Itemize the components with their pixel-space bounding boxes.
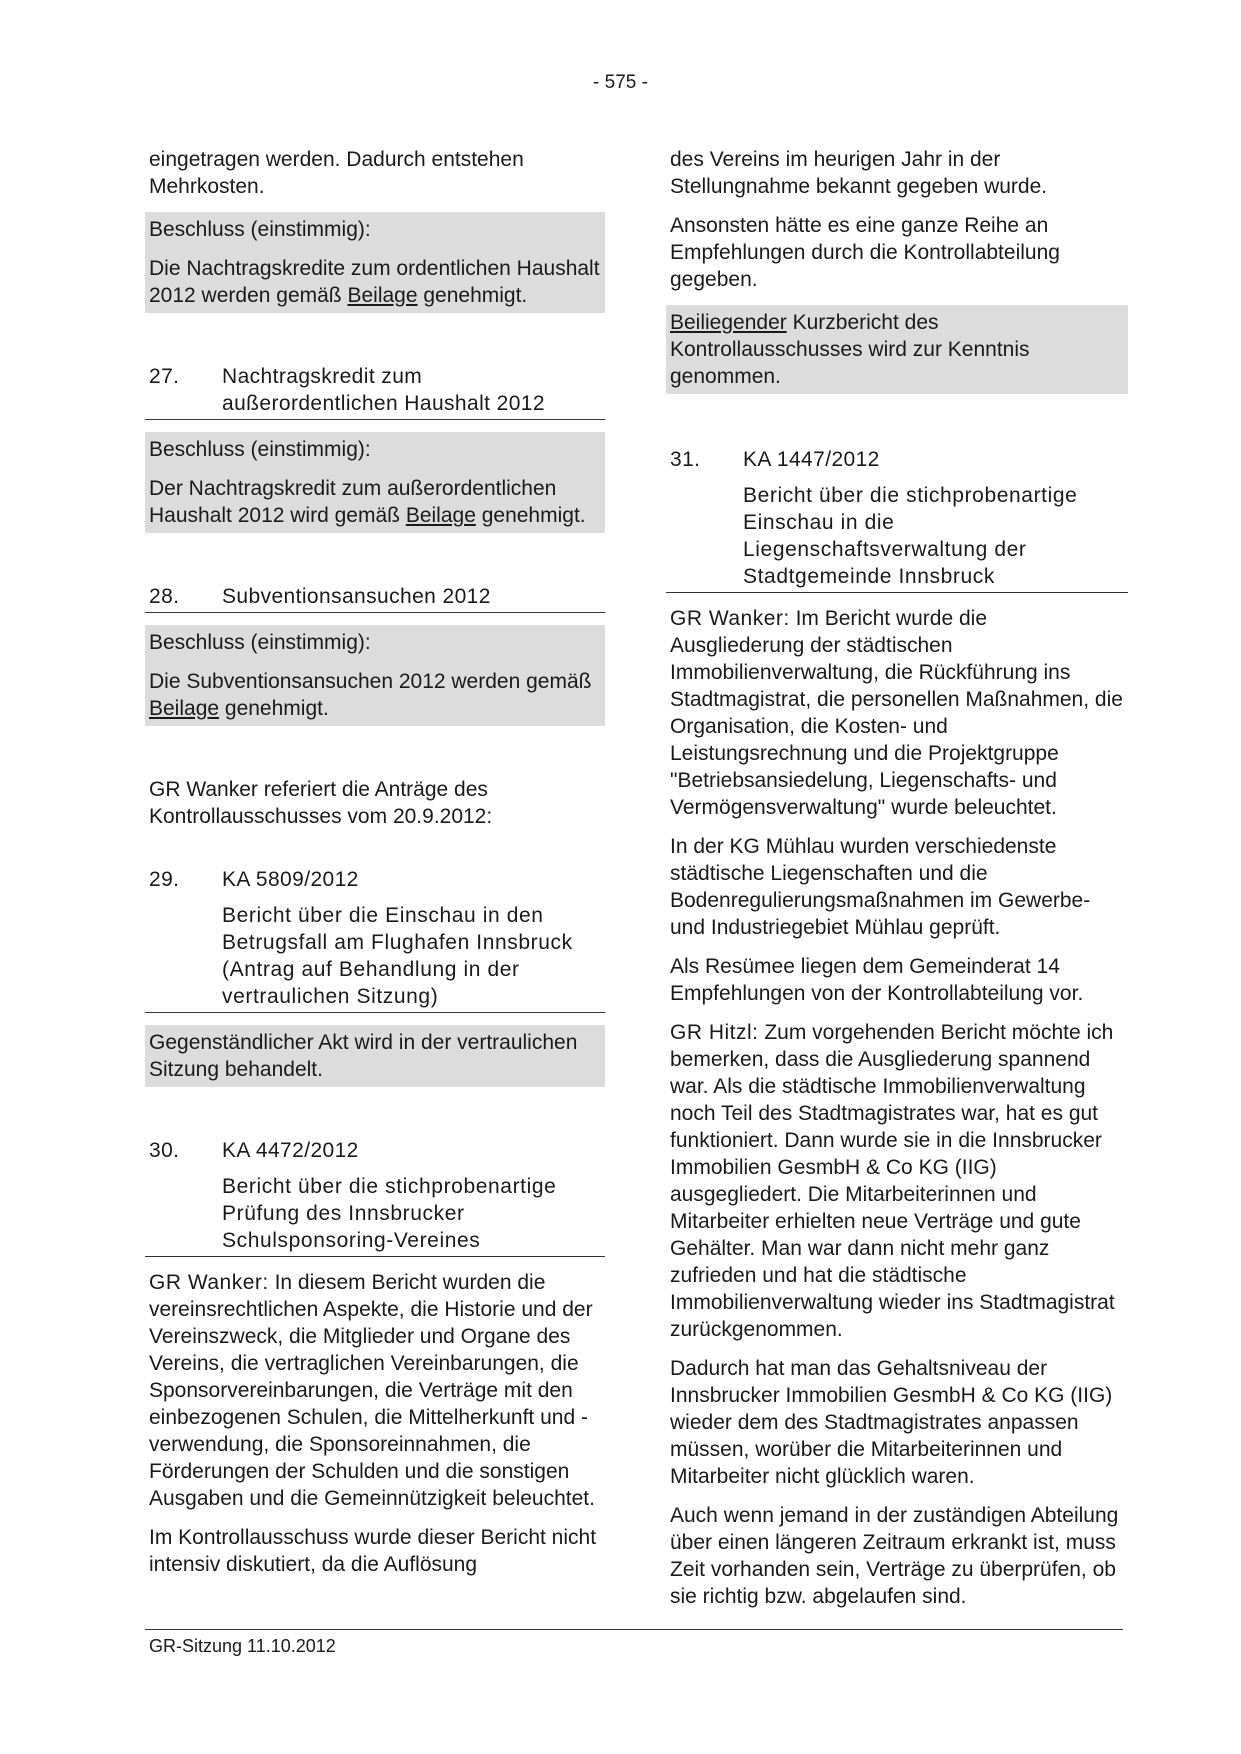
agenda-item-30 xyxy=(145,1137,605,1578)
paragraph: In der KG Mühlau wurden verschiedenste städtische Liegenschaften und die Bodenregulierungsmaßnahmen im Gewerbe- und Industriegebiet Mühlau geprüft. xyxy=(670,835,1091,939)
resolution-heading: Beschluss (einstimmig): xyxy=(149,631,371,654)
paragraph: Ansonsten hätte es eine ganze Reihe an Empfehlungen durch die Kontrollabteilung gegeben. xyxy=(670,214,1060,291)
speaker-name: GR Wanker: xyxy=(670,607,790,630)
footer-text: GR-Sitzung 11.10.2012 xyxy=(149,1636,336,1656)
speech-paragraph: Im Kontrollausschuss wurde dieser Bericht nicht intensiv diskutiert, da die Auflösung xyxy=(149,1526,597,1576)
item-subtitle: Bericht über die stichprobenartige Prüfung des Innsbrucker Schulsponsoring-Vereines xyxy=(222,1175,557,1252)
item-number: 29. xyxy=(149,868,180,891)
paragraph: Dadurch hat man das Gehaltsniveau der Innsbrucker Immobilien GesmbH & Co KG (IIG) wieder dem des Stadtmagistrates anpassen müssen, worüber die Mitarbeiterinnen und Mitarbeiter nicht glücklich waren. xyxy=(670,1357,1113,1488)
confidential-text: Gegenständlicher Akt wird in der vertraulichen Sitzung behandelt. xyxy=(149,1031,578,1081)
resolution-text: Die Subventionsansuchen 2012 werden gemäß Beilage genehmigt. xyxy=(149,670,592,720)
resolution-heading: Beschluss (einstimmig): xyxy=(149,438,371,461)
item-number: 30. xyxy=(149,1139,180,1162)
speech-paragraph: GR Hitzl: Zum vorgehenden Bericht möchte ich bemerken, dass die Ausgliederung spannend war. Als die städtische Immobilienverwaltung noch Teil des Stadtmagistrates war, hat es gut funktioniert. Dann wurde sie in die Innsbrucker Immobilien GesmbH & Co KG (IIG) ausgegliedert. Die Mitarbeiterinnen und Mitarbeiter erhielten neue Verträge und gute Gehälter. Man war dann nicht mehr ganz zufrieden und hat die städtische Immobilienverwaltung wieder ins Stadtmagistrat zurückgenommen. xyxy=(670,1021,1115,1341)
page-number: - 575 - xyxy=(593,72,648,93)
beilage-link[interactable]: Beilage xyxy=(149,697,220,720)
item-title: Nachtragskredit zum außerordentlichen Haushalt 2012 xyxy=(222,365,545,415)
item-heading xyxy=(145,583,605,613)
item-subtitle: Bericht über die stichprobenartige Einschau in die Liegenschaftsverwaltung der Stadtgemeinde Innsbruck xyxy=(743,484,1078,588)
resolution-block-kurzbericht xyxy=(666,305,1128,394)
item-heading xyxy=(666,446,1128,593)
item-subtitle: Bericht über die Einschau in den Betrugsfall am Flughafen Innsbruck (Antrag auf Behandlung in der vertraulichen Sitzung) xyxy=(222,904,573,1008)
speech-paragraph: GR Wanker: In diesem Bericht wurden die vereinsrechtlichen Aspekte, die Historie und der Vereinszweck, die Mitglieder und Organe des Vereins, die vertraglichen Vereinbarungen, die Sponsorvereinbarungen, die Verträge mit den einbezogenen Schulen, die Mittelherkunft und -verwendung, die Sponsoreinnahmen, die Förderungen der Schulden und die sonstigen Ausgaben und die Gemeinnützigkeit beleuchtet. xyxy=(149,1271,595,1510)
resolution-text: Beiliegender Kurzbericht des Kontrollausschusses wird zur Kenntnis genommen. xyxy=(670,311,1030,388)
right-column xyxy=(666,146,1128,1622)
speaker-name: GR Hitzl: xyxy=(670,1021,759,1044)
item-heading xyxy=(145,866,605,1013)
resolution-block xyxy=(145,625,605,726)
beiliegender-link[interactable]: Beiliegender xyxy=(670,311,787,334)
resolution-heading: Beschluss (einstimmig): xyxy=(149,218,371,241)
item-number: 28. xyxy=(149,585,180,608)
agenda-item-27 xyxy=(145,363,605,533)
confidential-note xyxy=(145,1025,605,1087)
speaker-name: GR Wanker: xyxy=(149,1271,269,1294)
referral-text: GR Wanker referiert die Anträge des Kontrollausschusses vom 20.9.2012: xyxy=(149,778,493,828)
speech-paragraph: GR Wanker: Im Bericht wurde die Ausgliederung der städtischen Immobilienverwaltung, die Rückführung ins Stadtmagistrat, die personellen Maßnahmen, die Organisation, die Kosten- und Leistungsrechnung und die Projektgruppe "Betriebsansiedelung, Liegenschafts- und Vermögensverwaltung" wurde beleuchtet. xyxy=(670,607,1123,819)
resolution-text: Der Nachtragskredit zum außerordentlichen Haushalt 2012 wird gemäß Beilage genehmigt. xyxy=(149,477,586,527)
agenda-item-29 xyxy=(145,866,605,1087)
item-title: KA 1447/2012 xyxy=(743,448,880,471)
agenda-item-28 xyxy=(145,583,605,726)
item-heading xyxy=(145,1137,605,1257)
beilage-link[interactable]: Beilage xyxy=(347,284,418,307)
paragraph: Auch wenn jemand in der zuständigen Abteilung über einen längeren Zeitraum erkrankt ist, muss Zeit vorhanden sein, Verträge zu überprüfen, ob sie richtig bzw. abgelaufen sind. xyxy=(670,1504,1119,1608)
resolution-text: Die Nachtragskredite zum ordentlichen Haushalt 2012 werden gemäß Beilage genehmigt. xyxy=(149,257,600,307)
item-number: 31. xyxy=(670,448,701,471)
item-heading xyxy=(145,363,605,420)
item-title: KA 4472/2012 xyxy=(222,1139,359,1162)
item-title: Subventionsansuchen 2012 xyxy=(222,585,491,608)
item-number: 27. xyxy=(149,365,180,388)
footer-divider xyxy=(145,1629,1123,1630)
continued-text: des Vereins im heurigen Jahr in der Stellungnahme bekannt gegeben wurde. xyxy=(670,148,1048,198)
paragraph: Als Resümee liegen dem Gemeinderat 14 Empfehlungen von der Kontrollabteilung vor. xyxy=(670,955,1084,1005)
left-column xyxy=(145,146,605,1590)
resolution-block xyxy=(145,432,605,533)
agenda-item-31 xyxy=(666,446,1128,1610)
intro-text: eingetragen werden. Dadurch entstehen Mehrkosten. xyxy=(149,148,524,198)
item-title: KA 5809/2012 xyxy=(222,868,359,891)
resolution-block-nachtragskredite xyxy=(145,212,605,313)
beilage-link[interactable]: Beilage xyxy=(405,504,476,527)
